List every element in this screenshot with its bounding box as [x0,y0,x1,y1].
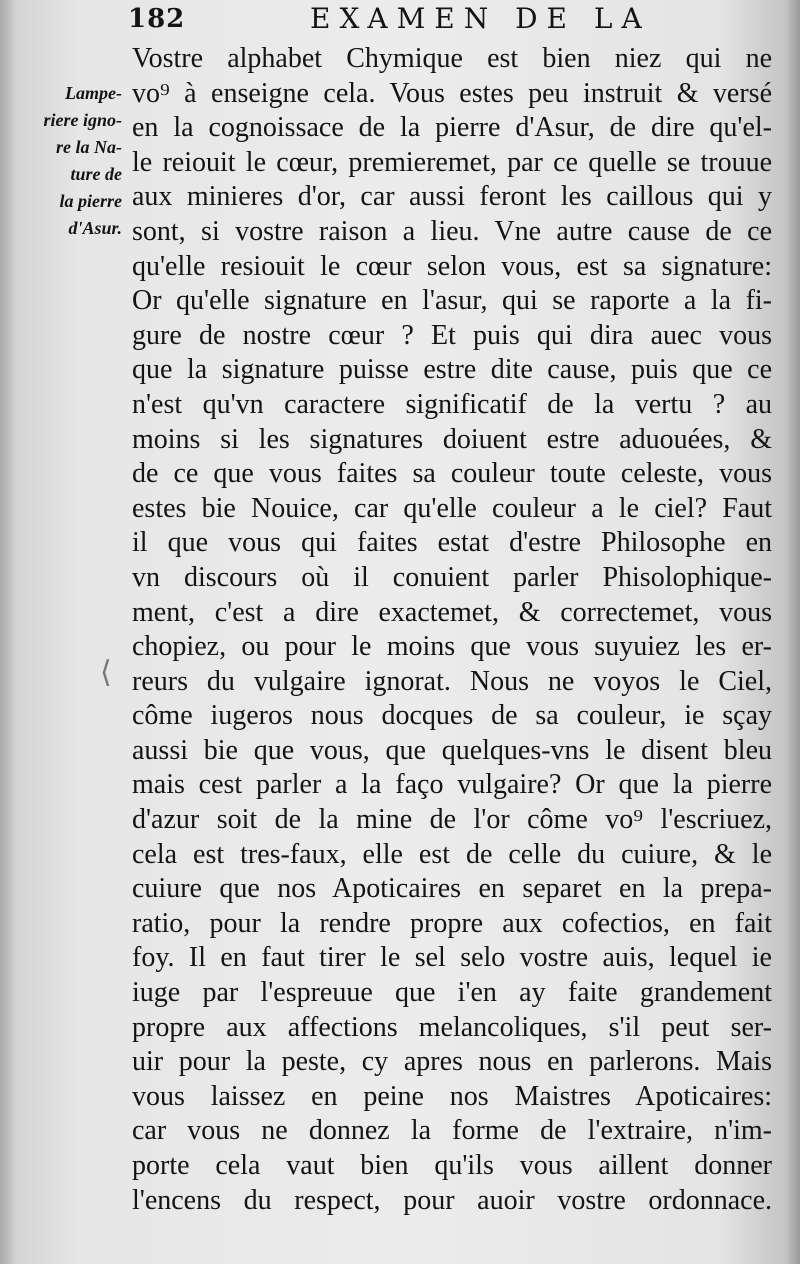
text-line: en la cognoissace de la pierre d'Asur, de dire qu'el- [132,112,772,144]
text-line: d'azur soit de la mine de l'or côme vo⁹ l'escriuez, [132,804,772,836]
text-line: iuge par l'espreuue que i'en ay faite grandement [132,977,772,1009]
margin-note [4,80,122,242]
text-line: porte cela vaut bien qu'ils vous aillent donner [132,1150,772,1181]
text-line: l'encens du respect, pour auoir vostre ordonnace. [132,1184,772,1216]
margin-note-line: la pierre [59,191,122,211]
margin-note-line: riere igno- [43,110,122,130]
text-line: vous laissez en peine nos Maistres Apoticaires: [132,1080,772,1112]
text-line: sont, si vostre raison a lieu. Vne autre cause de ce [132,215,772,247]
text-line: le reiouit le cœur, premieremet, par ce quelle se trouue [132,146,772,178]
page-edge-shadow [786,0,800,1264]
text-line: de ce que vous faites sa couleur toute celeste, vous [132,458,772,490]
text-line: aux minieres d'or, car aussi feront les caillous qui y [132,181,772,213]
margin-note-line: Lampe- [65,83,122,103]
text-line: que la signature puisse estre dite cause, puis que ce [132,354,772,386]
text-line: côme iugeros nous docques de sa couleur, ie sçay [132,700,772,732]
text-line: cela est tres-faux, elle est de celle du cuiure, & le [132,838,772,870]
margin-note-line: ture de [70,164,122,184]
text-line: il que vous qui faites estat d'estre Philosophe en [132,527,772,559]
text-line: car vous ne donnez la forme de l'extraire, n'im- [132,1115,772,1147]
margin-note-line: re la Na- [56,137,122,157]
text-line: Vostre alphabet Chymique est bien niez qui ne [132,43,772,74]
text-line: qu'elle resiouit le cœur selon vous, est sa signature: [132,250,772,282]
text-line: foy. Il en faut tirer le sel selo vostre auis, lequel ie [132,942,772,974]
text-line: uir pour la peste, cy apres nous en parlerons. Mais [132,1046,772,1078]
text-line: n'est qu'vn caractere significatif de la vertu ? au [132,388,772,420]
text-line: reurs du vulgaire ignorat. Nous ne voyos le Ciel, [132,665,772,697]
text-line: ment, c'est a dire exactemet, & correctemet, vous [132,596,772,628]
text-line: vn discours où il conuient parler Phisolophique- [132,561,772,593]
text-line: moins si les signatures doiuent estre aduouées, & [132,423,772,455]
margin-note-line: d'Asur. [68,218,122,238]
text-line: chopiez, ou pour le moins que vous suyuiez les er- [132,631,772,663]
text-line: aussi bie que vous, que quelques-vns le disent bleu [132,734,772,766]
text-line: ratio, pour la rendre propre aux cofectios, en fait [132,907,772,939]
text-line: estes bie Nouice, car qu'elle couleur a le ciel? Faut [132,492,772,524]
text-line: vo⁹ à enseigne cela. Vous estes peu instruit & versé [132,77,772,109]
text-line: propre aux affections melancoliques, s'il peut ser- [132,1011,772,1043]
text-line: Or qu'elle signature en l'asur, qui se raporte a la fi- [132,285,772,317]
running-head: EXAMEN DE LA [310,2,651,35]
text-line: mais cest parler a la faço vulgaire? Or que la pierre [132,769,772,801]
page-number: 182 [128,4,186,34]
body-text [132,42,772,1218]
margin-bracket: ⟨ [100,655,112,690]
text-line: cuiure que nos Apoticaires en separet en la prepa- [132,873,772,905]
text-line: gure de nostre cœur ? Et puis qui dira auec vous [132,319,772,351]
